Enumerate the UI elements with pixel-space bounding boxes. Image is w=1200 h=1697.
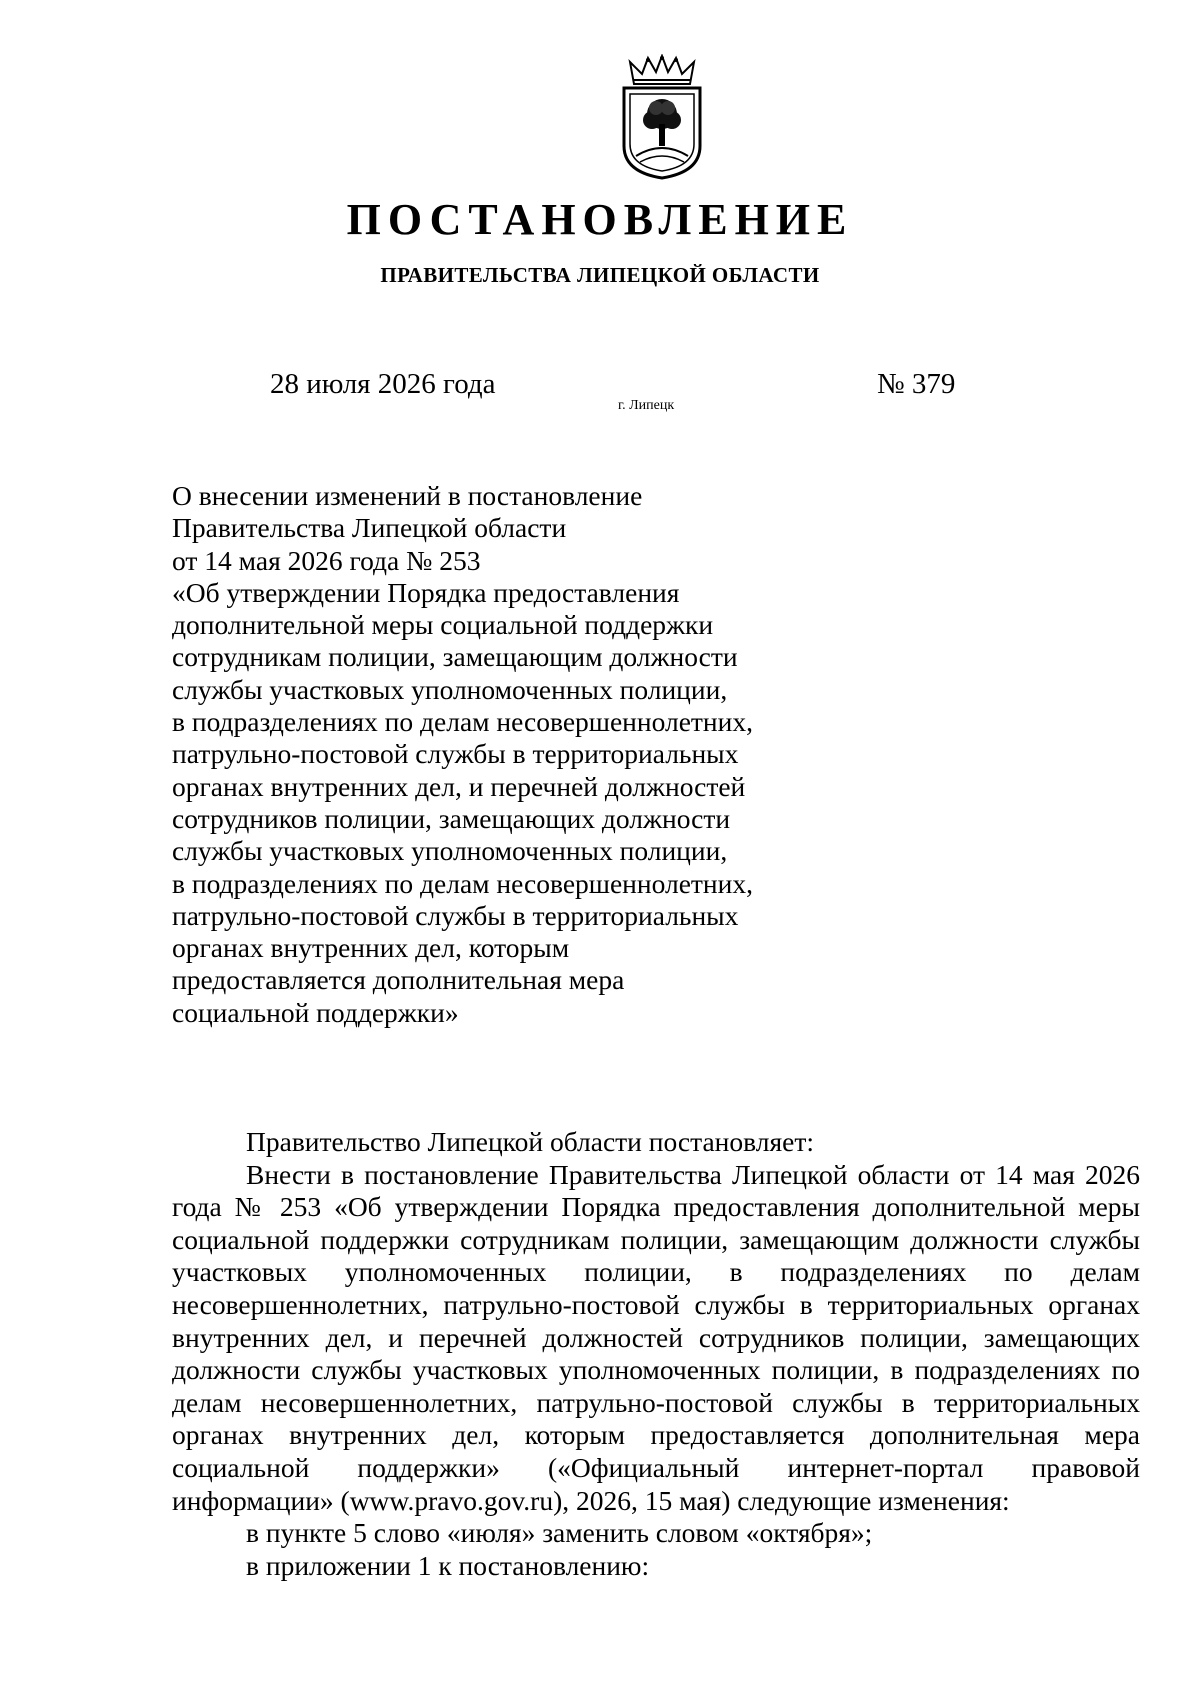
subject-line: от 14 мая 2026 года № 253 <box>172 544 481 576</box>
subject-line: Правительства Липецкой области <box>172 512 567 544</box>
subject-line: патрульно-постовой службы в территориальных <box>172 738 739 770</box>
document-number: № 379 <box>877 368 956 400</box>
subject-line: предоставляется дополнительная мера <box>172 964 625 996</box>
preamble: Правительство Липецкой области постановляет: <box>246 1126 815 1157</box>
subject-line: в подразделениях по делам несовершеннолетних, <box>172 867 753 899</box>
document-date: 28 июля 2026 года <box>270 368 496 400</box>
subject-line: службы участковых уполномоченных полиции, <box>172 673 728 705</box>
subject-line: сотрудников полиции, замещающих должности <box>172 802 731 834</box>
subject-line: в подразделениях по делам несовершеннолетних, <box>172 706 753 738</box>
amendment-item: в пункте 5 слово «июля» заменить словом «октября»; <box>246 1517 873 1549</box>
subject-line: службы участковых уполномоченных полиции, <box>172 835 728 867</box>
main-paragraph: Внести в постановление Правительства Липецкой области от 14 мая 2026 года № 253 «Об утверждении Порядка предоставления дополнительной меры социальной поддержки сотрудникам полиции, замещающим должности службы участковых уполномоченных полиции, в подразделениях по делам несовершеннолетних, патрульно-постовой службы в территориальных органах внутренних дел, и перечней должностей сотрудников полиции, замещающих должности службы участковых уполномоченных полиции, в подразделениях по делам несовершеннолетних, патрульно-постовой службы в территориальных органах внутренних дел, которым предоставляется дополнительная мера социальной поддержки» («Официальный интернет-портал правовой информации» (www.pravo.gov.ru), 2026, 15 мая) следующие изменения: <box>172 1158 1140 1516</box>
coat-of-arms-icon <box>616 54 708 182</box>
document-body <box>172 1126 1140 1582</box>
document-type-title: ПОСТАНОВЛЕНИЕ <box>346 195 854 244</box>
amendment-item: в приложении 1 к постановлению: <box>246 1549 650 1581</box>
issuer-subtitle: ПРАВИТЕЛЬСТВА ЛИПЕЦКОЙ ОБЛАСТИ <box>380 263 820 287</box>
subject-line: сотрудникам полиции, замещающим должности <box>172 641 738 673</box>
subject-line: «Об утверждении Порядка предоставления <box>172 576 680 608</box>
document-city: г. Липецк <box>618 398 675 413</box>
subject-line: органах внутренних дел, и перечней должностей <box>172 770 746 802</box>
subject-line: О внесении изменений в постановление <box>172 480 643 511</box>
subject-line: патрульно-постовой службы в территориальных <box>172 899 739 931</box>
subject-line: дополнительной меры социальной поддержки <box>172 609 714 641</box>
subject-line: органах внутренних дел, которым <box>172 932 570 964</box>
subject-line: социальной поддержки» <box>172 996 459 1028</box>
document-subject <box>172 480 872 1029</box>
